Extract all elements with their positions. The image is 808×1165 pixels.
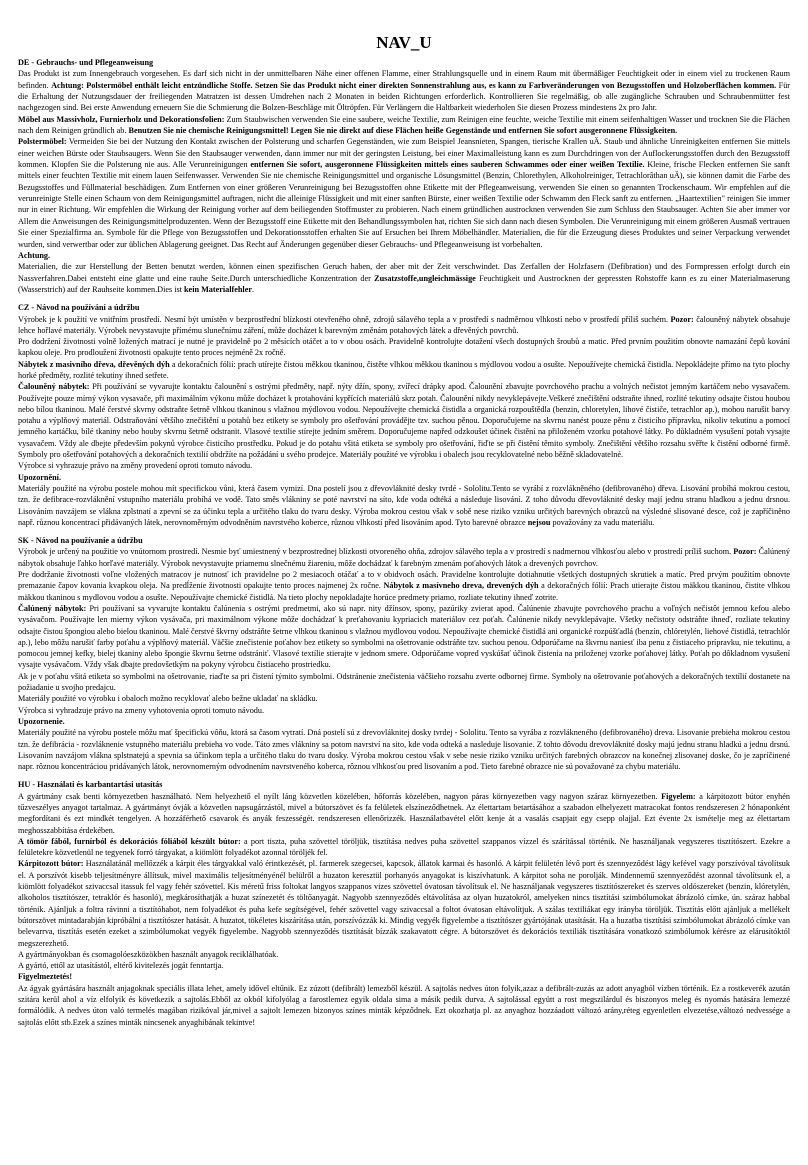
bold-text: Polstermöbel enthält leicht entzündliche Stoffe. Setzen Sie das Produkt nicht einer direkten Sonnenstrahlung aus, es kann zu Farbveränderungen von Bezugsstoffen und Holzoberflächen kommen. (86, 80, 777, 90)
text-run: Materialien, die zur Herstellung der Betten benutzt werden, können einen spezifischen Geruch haben, der aber mit der Zeit verschwindet. Das Zerfallen der Holzfasern (Defibration) und des Formpressen erfolgt durch ein Nassverfahren.Dabei entsteht eine glatte und eine rauhe Seite.Durch unterschiedliche Konzentration der (18, 262, 790, 283)
text-run: . (251, 284, 255, 294)
paragraph (18, 949, 790, 960)
document-title: NAV_U (376, 33, 432, 52)
bold-text: Möbel aus Massivholz, Furnierholz und Dekorationsfolien: (18, 114, 225, 124)
section-body (18, 791, 790, 1028)
paragraph (18, 472, 790, 483)
text-run: A gyártmányokban és csomagolóeszközökben használt anyagok reciklálhatóak. (18, 949, 279, 959)
bold-text: Polstermöbel: (18, 137, 67, 147)
paragraph (18, 671, 790, 694)
paragraph (18, 960, 790, 971)
paragraph (18, 569, 790, 603)
text-run: a dekoračních fólií: prach utírejte čistou měkkou tkaninou, čistěte vlhkou měkkou tkaninou s mýdlovou vodou a osušte. Nepoužívejte chemická čistidla. Nepokládejte přímo na tyto plochy horké předměty, rozlité tekutiny ihned setřete. (18, 359, 790, 380)
text-run: Vermeiden Sie bei der Nutzung den Kontakt zwischen der Polsterung und scharfen Gegenständen, wie zum Beispiel Jeansnieten, Spangen, tierische Krallen uÄ. Staub und ähnliche Unreinigkeiten entfernen Sie mittels einer weichen Bürste oder Staubsaugers. Wenn Sie den Staubsauger verwenden, dann immer nur mit der geringsten Leistung, bei einer Maximalleistung kann es zum Durchdringen von der Auflockerungsstoffen durch den Bezugsstoff kommen. Klopfen Sie die Polsterung nie aus. Alle Verunreinigungen (18, 137, 790, 170)
section-heading: DE - Gebrauchs- und Pflegeanweisung (18, 58, 154, 67)
bold-text: Upozornenie. (18, 716, 65, 726)
paragraph (18, 983, 790, 1028)
text-run: a dekoračných fólií: Prach utierajte čistou mäkkou tkaninou, čistite vlhkou mäkkou tkaninou s mydlovou vodou a osušte. Nepoužívajte chemické čistidlá. Na tieto plochy nepokladajte horúce predmety priamo, rozliate tekutiny ihneď zotrite. (18, 581, 791, 602)
section-heading: HU - Használati és karbantartási utasítás (18, 780, 163, 790)
paragraph (18, 381, 790, 460)
section-heading: SK - Návod na používanie a údržbu (18, 536, 143, 546)
bold-text: Figyelmeztetés! (18, 972, 73, 982)
paragraph (18, 250, 790, 261)
text-run: Materiály použité vo výrobku i obaloch možno recyklovať alebo bežne ukladať na skládku. (18, 694, 318, 704)
text-run: Kleine, frische Flecken entfernen Sie sanft mittels einer feuchten Textilie mit einem lauen Seifenwasser. Verwenden Sie nie chemische Reinigungsmittel und organische Lösungsmittel (Benzin, Chlorethylen, Alkoholreiniger, Tetrachlorâthan uÄ), sie können damit die Farbe des Bezugsstoffes und Füllmaterial beschädigen. Zum Entfernen von einer größeren Verunreinigung bei Bezugsstoffen ohne Etikette mit der Pflegeanweisung, verwenden Sie einen so genannten Trockenschaum. Wir empfehlen auf die verunreinigte Stelle einen Schaum von dem Reinigungsmittel auftragen, nicht die alleinige Flüssigkeit und mit einer sanften Bürste, einer weißen Textilie oder Schwamm den Fleck sanft zu entfernen. „Haartextilien" reinigen Sie immer nur in einer Richtung. Wir empfehlen die Wirkung der Reinigung vorher auf dem beiliegenden Stoffmuster zu probieren. Nach einem gründlichen austrocknen verwenden Sie zum Schluss den Staubsauger. Achten Sie aber immer vor Allem die Anweisungen des Reinigungsmittelproduzenten. Wenn der Bezugsstoff eine Etikette mit den Behandlungssymbolen hat, richten Sie sich dann nach diesen Symbolen. Die Verunreinigung mit einem größeren Ausmaß vertrauen Sie einer Spezialfirma an. Symbole für die Pflege von Bezugsstoffen und Dekorationsstoffen erhalten Sie auf Ersuchen bei Ihrem Möbelhändler. Materialien, die für die Erzeugung dieses Produktes und seiner Verpackung verwendet wurden, sind verwertbar oder zur üblichen Ablagerung geeignet. Das Recht auf Änderungen gegenüber dieser Gebrauchs- und Pflegeanweisung ist vorbehalten. (18, 160, 791, 249)
paragraph (18, 359, 790, 382)
text-run: Az ágyak gyártására használt anjagoknak speciális illata lehet, amely idővel eltűnik. Ez zúzott (defibrált) lemezből készül. A sajtolás nedves úton folyik,azaz a defibrált-zuzás az adott anyagból vízben történik. Ez a rostkeverék azután szitára kerül ahol a víz elfolyik és következik a sajtolás.Ebből az okból kifolyólag a farostlemez egyik oldala sima a másik pedik durva. A sajtolással együtt a rost megszilárdul és biszonyos meleg és nyomás hatására lemezzé formálódik. A nedves úton való termelés magában rizikóval jár,mivel a sajtolt lemezen bizonyos színes minták képződnek. Ezt okozhatja pl. az anyaghoz hozzáadott változó arány,réteg egyenletlen elvezetése,változó nedvessége a sajtolás előtt stb.Ezek a színes minták nincsenek anyaghibának tekintve! (18, 983, 790, 1027)
text-run: A gyártó, ettől az utasítástól, eltérő kivitelezés jogát fenntartja. (18, 961, 224, 971)
paragraph (18, 546, 790, 569)
bold-text: Zusatzstoffe,ungleichmässige (374, 273, 476, 283)
paragraph (18, 858, 790, 948)
text-run: Ak je v poťahu všitá etiketa so symbolmi na ošetrovanie, riaďte sa pri čistení týmito symbolmi. Odstránenie znečistenia väčšieho rozsahu zverte odbornej firme. Symboly na ošetrovanie poťahových a dekoračných textílií dostanete na požiadanie u svojho predajcu. (18, 671, 790, 693)
bold-text: Čalouněný nábytek: (18, 382, 90, 392)
text-run: Használatánál mellőzzék a kárpit éles tárgyakkal való érintkezését, pl. farmerek szegecsei, kapcsok, állatok karmai és hasonló. A kárpit felületén lévő port és szennyeződést lágy kefével vagy porszívóval távolítsuk el. A porszívót kisebb teljesítményre állítsuk, mivel maximális teljesítményénél belülről a huzaton keresztül porhanyós anyagokat is kiszívhatunk. A kárpitot soha ne porolják. Mindennemű szennyeződést azonnal távolítsunk el, a kiömlött folyadékot szivaccsal itassuk fel vagy fehér szövettel. Kis méretű friss foltokat langyos szappanos vizes szövettel óvatosan távolítsuk el. Ne használjanak vegyszeres tisztítószereket és szerves oldószereket (benzin, klóretylén, alkoholos tisztítószer, tetraklór és hasonló), megkárosíthatják a huzat színezetét és töltőanyagát. Nagyobb szennyeződés eltávolítása az olyan huzatokról, amelyeken nincs tisztítási szimbólumokat ábrázoló címke, ún. száraz habbal történik. Ajánljuk a foltra rávinni a tisztítóhabot, nem folyadékot és puha kefe segítségével, fehér szövettel vagy szivaccsal a foltot óvatosan eltávolítjuk. A szálas textiliákat egy irányba töröljük. Tisztítás előtt ajánljuk a mellékelt bútorszövet mintadarabján kipróbálni a tisztítószer hatását. A huzatot, tökéletes kiszárítása után, porszívózzák ki. Mindig vegyék figyelembe a tisztítószer gyártójának utasítását. Ha a huzatba tisztítási szimbólumokat ábrázoló címke van belevarrva, tisztítás esetén ezeket a szimbólumokat vegyék figyelembe. Nagyobb szennyeződés tisztítását bízzák szakavatott cégre. A bútorszövet és dekorációs textiliák tisztítására vonatkozó szimbólumok kérésre az elárusítóktól megszerezhető. (18, 859, 790, 948)
text-run: Das Produkt ist zum Innengebrauch vorgesehen. Es darf sich nicht in der unmittelbaren Nähe einer offenen Flamme, einer Strahlungsquelle und in einem Raum mit übermäßiger Feuchtigkeit oder in einem viel zu trockenen Raum befinden. (18, 69, 790, 90)
document-page (18, 0, 790, 1028)
section-sk (18, 535, 790, 772)
bold-text: Achtung. (18, 250, 51, 260)
bold-text: Pozor: (733, 547, 757, 557)
bold-text: Kárpitozott bútor: (18, 859, 84, 869)
section-body (18, 546, 790, 772)
section-body (18, 314, 790, 529)
bold-text: Upozornění. (18, 472, 61, 482)
text-run: Materiály použité na výrobu postele mohou mít specifickou vůni, která časem vymizí. Dna postelí jsou z dřevovláknité desky tvrdé - Sololitu.Tento se vyrábí z rozvlákněného (defibrovaného) dřeva. Lisování probíhá mokrou cestou, tzn. že defibrace-rozvláknění vstupního materiálu probíhá ve vodě. Tato směs vlákniny se poté navrství na síto, kde voda odtéká a následuje lisování. Z toho důvodu dřevovláknité desky mají jednu stranu hladkou a jednu drsnou. Lisováním navzájem se vlákna zplstnatí a zpevní se za účinku tepla a určitého tlaku do tvaru desky. Výroba mokrou cestou však v sobě nese riziko vzniku určitých barevných obrazců na výsledné slisované desce, což je zapříčiněno např. různou koncentrací přidávaných látek, nerovnoměrným odvodněním navrstvého koberce, různou vlhkostí před lisováním apod. Tyto barevné obrazce (18, 483, 790, 527)
paragraph (18, 336, 790, 359)
section-cz (18, 302, 790, 528)
text-run: považovány za vadu materiálu. (550, 517, 655, 527)
text-run: Čalúnený nábytok obsahuje ľahko horľavé materiály. Výrobok nevystavujte priamemu slnečnému žiareniu, môže dochádzať k farebným zmenám poťahových látok a drevených povrchov. (18, 547, 790, 568)
text-run: Při používání se vyvarujte kontaktu čalounění s ostrými předměty, např. nýty džín, spony, zvířecí drápky apod. Čalounění zbavujte povrchového prachu a volných nečistot jemným kartáčem nebo vysavačem. Používejte pouze mírný výkon vysavače, při maximálním výkonu může docházet k protahování kypřících materiálů skrz potah. Čalounění nikdy nevyklepávejte.Veškeré znečištění odstraňte ihned, rozlité tekutiny odsajte čistou houbou nebo bílou tkaninou. Malé čerstvé skvrny odstraňte šetrně vlhkou tkaninou s vlažnou mýdlovou vodou. Nepoužívejte chemická čistidla a organická rozpouštědla (benzin, chloretylen, lihové čističe, tetrachlor ap.), mohou narušit barvy potahu a výplňový materiál. Odstraňování většího znečištění u potahů bez etikety se symboly pro ošetřování provádějte tzv. suchou pěnou. Doporučujeme na skvrnu nanést pouze pěnu z čisticího přípravku, nikoliv tekutinu a pomocí jemného kartáčku, bílé tkaniny nebo houby skvrnu šetrně odstranit. Vlasové textilie stírejte jedním směrem. Doporučujeme napřed odzkoušet účinek čistění na přiloženém vzorku potahové látky. Po důkladném vysušení potah vysajte vysavačem. Vždy ale dbejte především pokynů výrobce čisticího prostředku. Pokud je do potahu všitá etiketa se symboly pro ošetřování, řiďte se při čistění těmito symboly. Znečištění většího rozsahu svěřte k čistění odborné firmě. Symboly pro ošetřování potahových a dekoračních textilií obdržíte na požádání u svého prodejce. Materiály použité ve výrobku i obalech jsou recyklovatelné nebo běžně skladovatelné. (18, 382, 790, 460)
paragraph (18, 136, 790, 249)
paragraph (18, 836, 790, 859)
section-heading: CZ - Návod na používání a údržbu (18, 303, 140, 313)
text-run: Výrobca si vyhradzuje právo na zmeny vyhotovenia oproti tomuto návodu. (18, 705, 265, 715)
text-run: a port tiszta, puha szövettel töröljük, tisztítása nedves puha szövettel szappanos vízzel és szárítással történik. Ne használjanak vegyszeres tisztítószert. Ezekre a felületekre közvetlenül ne tegyenek forró tárgyakat, a kiömlött folyadékot azonnal töröljék fel. (18, 836, 790, 858)
section-hu (18, 779, 790, 1028)
text-run: Výrobek je k použití ve vnitřním prostředí. Nesmí být umístěn v bezprostřední blízkosti otevřeného ohně, zdrojů sálavého tepla a v prostředí s nadměrnou vlhkostí nebo v prostředí příliš suchém. (18, 314, 671, 324)
bold-text: Čalúnený nábytok: (18, 603, 87, 613)
paragraph (18, 716, 790, 727)
bold-text: Pozor: (670, 314, 694, 324)
bold-text: Nábytok z masívneho dreva, drevených dýh (383, 581, 539, 591)
paragraph (18, 483, 790, 528)
bold-text: Achtung: (51, 80, 84, 90)
paragraph (18, 971, 790, 982)
paragraph (18, 603, 790, 671)
text-run: Pro dodržení životnosti volně ložených matrací je nutné je pravidelně po 2 měsících otáčet a to v obou osách. Pravidelně kontrolujte dotažení všech dostupných šroubů a matic. Před prvním použitím obnovte namazání čepů kování kapkou oleje. Pro prodloužení životnosti opakujte tento proces nejméně 2x ročně. (18, 337, 790, 358)
paragraph (18, 693, 790, 704)
bold-text: A tömör fából, furnírból és dekorációs fóliából készült bútor: (18, 836, 241, 846)
text-run: čalouněný nábytek obsahuje lehce hořlavé materiály. Výrobek nevystavujte přímému slunečnímu záření, může docházet k barevným změnám potahových látek a dřevěných povrchů. (18, 314, 790, 335)
bold-text: nejsou (527, 517, 551, 527)
bold-text: Figyelem: (661, 791, 696, 801)
paragraph (18, 114, 790, 137)
text-run: Zum Staubwischen verwenden Sie eine saubere, weiche Textilie, zum Reinigen eine feuchte, weiche Textilie mit einem seifenhaltigen Wasser und trocknen Sie die Flächen nach dem Reinigen gründlich ab. (18, 114, 790, 136)
bold-text: Benutzen Sie nie chemische Reinigungsmittel! Legen Sie nie direkt auf diese Flächen heiße Gegenstände und entfernen Sie sofort ausgeronnene Flüssigkeiten. (128, 126, 678, 136)
bold-text: kein Materialfehler (184, 284, 252, 294)
text-run: A gyártmány csak benti környezetben használható. Nem helyezhető el nyílt láng közvetlen közelében, hőforrás közelében, nagyon páras környezetben vagy nagyon száraz környezetben. (18, 791, 662, 801)
bold-text: entfernen Sie sofort, ausgeronnene Flüssigkeiten mittels eines sauberen Schwammes oder einer weißen Textilie. (250, 160, 645, 170)
text-run: Feuchtigkeit und Austrocknen der gepressten Rohstoffe kann es zu einer Materialmaserung (Wasserstrich) auf der Rauhseite kommen.Dies ist (18, 273, 790, 294)
paragraph (18, 727, 790, 772)
paragraph (18, 261, 790, 295)
text-run: Materiály použité na výrobu postele môžu mať špecifickú vôňu, ktorá sa časom vytratí. Dná postelí sú z drevovláknitej dosky tvrdej - Sololitu. Tento sa vyrába z rozvlákneného (defibrovaného) dreva. Lisovanie prebieha mokrou cestou tzn. že defibrácia - rozvláknenie vstupného materiálu prebieha vo vode. Táto zmes vlákniny sa potom navrství na sito, kde voda odteká a nasleduje lisovanie. Z tohto dôvodu drevovláknité dosky majú jednu stranu hladkú a jednu drsnú. Lisovaním navzájom vlákna splstnatejú a spevnia sa účinkom tepla a určitého tlaku do tvaru dosky. Výroba mokrou cestou však v sebe nesie riziko vzniku určitých farebných obrazcov na konečnej zlisovanej doske, čo je zapríčinené napr. rôznou koncentráciou pridávaných látok, nerovnomerným odvodnením navrstveného koberca, rôznou vlhkosťou pred lisovaním a pod. Tieto farebné obrazce nie sú považované za chybu materiálu. (18, 728, 790, 772)
text-run: Pre dodržanie životnosti voľne vložených matracov je nutnosť ich pravidelne po 2 mesiacoch otáčať a to v obidvoch osách. Pravidelne kontrolujte dotiahnutie všetkých dostupných skrutiek a matíc. Pred prvým použitím obnovte premazanie čapov kovania kvapkou oleja. Na predĺženie životnosti opakujte tento proces najmenej 2x ročne. (18, 570, 790, 591)
bold-text: Nábytek z masivního dřeva, dřevěných dýh (18, 359, 170, 369)
paragraph (18, 314, 790, 337)
paragraph (18, 68, 790, 113)
paragraph (18, 460, 790, 471)
text-run: Pri používaní sa vyvarujte kontaktu čalúnenia s ostrými predmetmi, ako sú napr. nity džínsov, spony, pazúriky zvierat apod. Čalúnenie zbavujte povrchového prachu a voľných nečistôt jemnou kefou alebo vysávačom. Používajte len mierny výkon vysávača, pri maximálnom výkone môže dochádzať k preťahovaniu kypriacich materiálov cez poťah. Čalúnenie nikdy nevyklepávajte. Všetky nečistoty odstráňte ihneď, rozliate tekutiny odsajte čistou špongiou alebo bielou tkaninou. Malé čerstvé škvrny odstráňte šetrne vlhkou tkaninou s vlažnou mydlovou vodou. Nepoužívajte chemické čistidlá ani organické rozpúšťadlá (benzín, chlóretylén, liehové čistidlá, tetrachlór ap.), lebo môžu narušiť farby poťahu a výplňový materiál. Väčšie znečistenie poťahov bez etikety so symbolmi na ošetrovanie odstráňte tzv. suchou penou. Odporúčame na škvrnu naniesť iba penu z čistiaceho prípravku, nie tekutinu, a pomocou jemnej kefky, bielej tkaniny alebo špongie škvrnu šetrne odstrániť. Vlasové textílie stierajte v jednom smere. Odporúčame vopred vyskúšať účinok čistenia na priloženej vzorke poťahovej látky. Poťah po dôkladnom vysušení vysajte vysávačom. Vždy však dbajte predovšetkým na pokyny výrobcu čistiaceho prostriedku. (18, 603, 790, 670)
paragraph (18, 705, 790, 716)
section-de (18, 57, 790, 295)
text-run: Výrobok je určený na použitie vo vnútornom prostredí. Nesmie byť umiestnený v bezprostrednej blízkosti otvoreného ohňa, zdrojov sálavého tepla a v prostredí s nadmernou vlhkosťou alebo v prostredí príliš suchom. (18, 547, 734, 557)
text-run: a kárpitozott bútor enyhén tűzveszélyes anyagot tartalmaz. A gyártmányt óvják a közvetlen napsugárzástól, mivel a bútorszövet és fa felületek elszíneződhetnek. Az élettartam betartásához a szabadon elhelyezett matracokat fontos rendszeresen 2 hónaponként megfordítani és ezt mindkét tengelyen. A hozzáférhető csavarok és anyák feszességét. rendszeresen ellenőrizzék. Használatbavétel előtt kenje át a vasalás csapjait egy csepp olajjal. Ezt évente 2x ismételje meg az élettartam meghosszabbítása érdekében. (18, 791, 791, 835)
text-run: Für die Erhaltung der Nutzungsdauer der freiliegenden Matratzen ist dessen Umdrehen nach 2 Monaten in beiden Richtungen erforderlich. Kontrollieren Sie regelmäßig, ob alle zugängliche Schrauben und Schraubenmütter fest nachgezogen sind. Bei erste Anwendung erneuern Sie die Schmierung die Bolzen-Beschläge mit Öltröpfen. Für Verlängern die Haltbarkeit wiederholen Sie diesen Prozess mindestens 2x pro Jahr. (18, 80, 791, 113)
section-body (18, 68, 790, 295)
paragraph (18, 791, 790, 836)
text-run: Výrobce si vyhrazuje právo na změny provedení oproti tomuto návodu. (18, 461, 253, 471)
